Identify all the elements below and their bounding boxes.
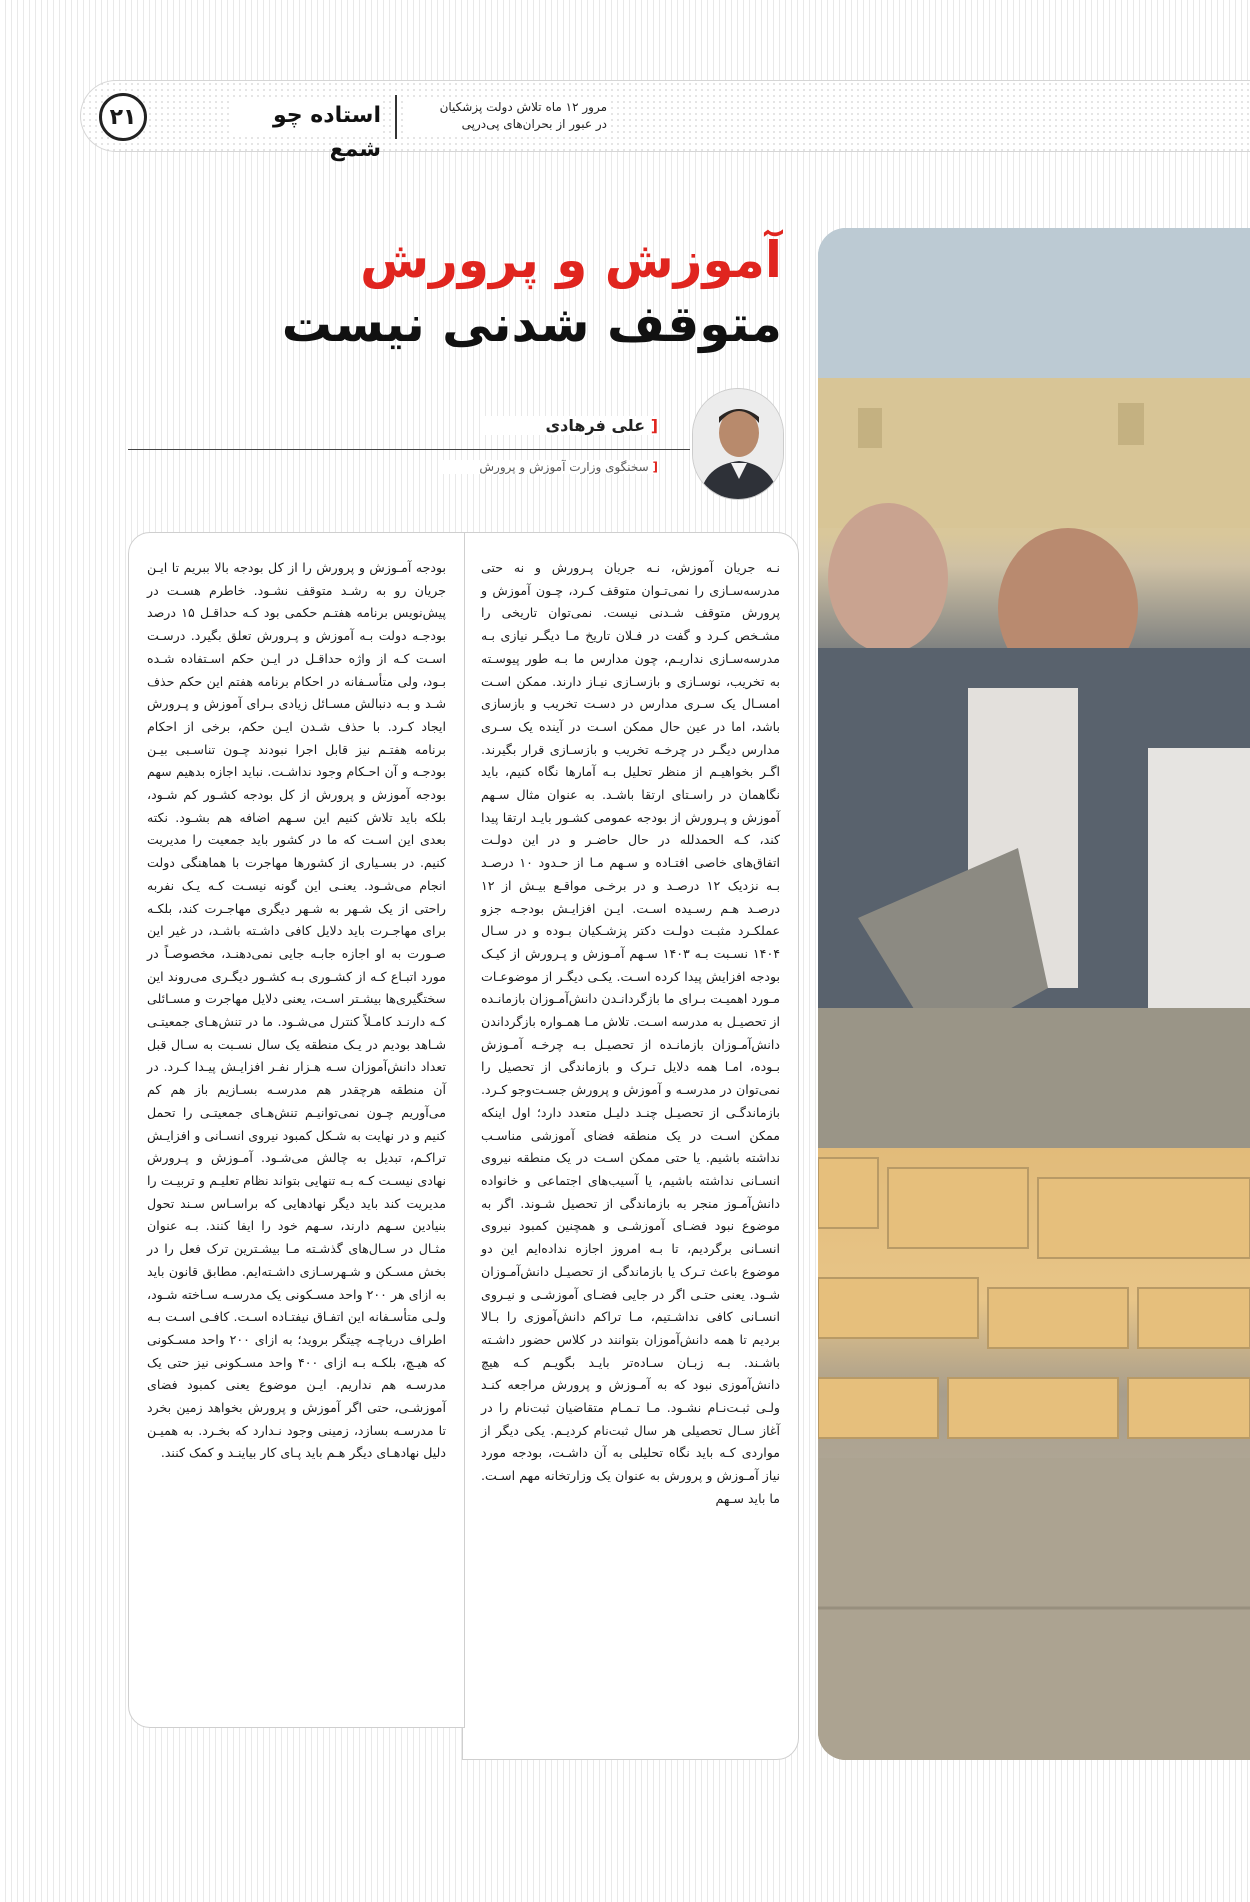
header-subtitle-line1: مرور ۱۲ ماه تلاش دولت پزشکیان: [439, 100, 607, 114]
author-name: علی فرهادی: [545, 416, 646, 435]
bracket-mark: [: [650, 416, 658, 435]
text-column-right: [462, 532, 799, 1760]
article-photo: [818, 228, 1250, 1760]
headline-line2: متوقف شدنی نیست: [281, 295, 782, 353]
author-name-block: [480, 416, 658, 435]
section-title: استاده چو شمع: [231, 99, 381, 133]
author-rule: [128, 449, 690, 450]
page-number: ۲۱: [99, 93, 147, 141]
photo-illustration: [818, 228, 1250, 1760]
header-subtitle: [407, 99, 607, 133]
author-photo: [692, 388, 784, 500]
bracket-mark: [: [652, 460, 658, 474]
author-role: سخنگوی وزارت آموزش و پرورش: [479, 460, 649, 474]
column-right-text: نـه جریان آموزش، نـه جریان پـرورش و نه حتی مدرسه‌سـازی را نمی‌تـوان متوقف کـرد، چـون آموزش و پرورش متوقف شـدنی نیست. نمی‌توان تاریخی را مشـخص کـرد و گفت در فـلان تاریخ مـا دیگـر نیازی بـه مدرسه‌سـازی نداریـم، چون مدارس ما بـه طور پیوسـته به تخریب، نوسـازی و بازسـازی نیـاز دارند. ممکن اسـت امسـال یک سـری مدارس در دسـت تخریب و بازسازی باشد، اما در عین حال ممکن اسـت در آینده یک سـری مدارس دیگـر در چرخـه تخریب و بازسـازی قرار بگیرند. اگـر بخواهیـم از منظر تحلیل بـه آمارها نگاه کنیم، باید نگاهمان در راسـتای ارتقا باشـد. به عنوان مثال سـهم آموزش و پـرورش از بودجه عمومی کشـور بایـد ارتقا پیدا کند، کـه الحمدلله در حال حاضـر و در این دولـت اتفاق‌های خاصی افتـاده و سـهم مـا از حـدود ۱۰ درصـد بـه نزدیک ۱۲ درصـد و در برخـی مواقـع بیـش از ۱۲ درصـد هـم رسـیده اسـت. ایـن افزایـش بودجـه جزو عملکـرد مثبـت دولـت دکتر پزشـکیان بـوده و در سـال ۱۴۰۴ نسـبت بـه ۱۴۰۳ سـهم آمـوزش و پـرورش از کیـک بودجه افزایش پیدا کرده اسـت. یکـی دیگـر از موضوعـات مـورد اهمیـت بـرای ما بازگردانـدن دانش‌آمـوزان بازمانـده از تحصیـل به مدرسه اسـت. تلاش مـا همـواره بازگرداندن دانش‌آمـوزان بازمانـده از تحصیـل بـه چرخـه آمـوزش بـوده، امـا همه دلایل تـرک و بازماندگی از تحصیل را نمی‌توان در مدرسـه و آموزش و پرورش جسـت‌وجو کـرد. بازماندگـی از تحصیـل چنـد دلیـل متعدد دارد؛ اول اینکه ممکن اسـت در یک منطقه فضای آموزشی مناسـب نداشته باشیم. یا حتی ممکن اسـت در یک منطقه نیروی انسـانی نداشته باشیم، یا آسیب‌های اجتماعی و خانواده دانش‌آمـوز منجر به بازماندگی از تحصیل شـوند. اگر به موضوع نبود فضـای آموزشـی و همچنین کمبود نیروی انسـانی برگردیم، تا بـه امروز اجازه نداده‌ایم این دو موضوع باعث تـرک یا بازماندگی از تحصیـل دانش‌آمـوزان شـود. یعنی حتـی اگر در جایی فضـای آموزشـی و نیـروی انسـانی کافی نداشـتیم، مـا تراکم دانش‌آموزی را بـالا بردیم تا همه دانش‌آموزان بتوانند در کلاس حضور داشـته باشـند. بـه زبـان سـاده‌تر بایـد بگویـم کـه هیچ دانش‌آموزی نبود که به آمـوزش و پرورش مراجعه کنـد ولـی ثبـت‌نـام نشـود. مـا تـمـام متقاضیان ثبت‌نام را در آغاز سـال تحصیلی هر سال ثبت‌نام کردیـم. یکی دیگر از مواردی کـه باید نگاه تحلیلی به آن داشـت، بودجه مورد نیاز آمـوزش و پرورش به عنوان یک وزارتخانه مهم اسـت. ما باید سـهم: [481, 560, 781, 1506]
header-subtitle-line2: در عبور از بحران‌های پی‌در‌پی: [461, 117, 607, 131]
column-left-text: بودجه آمـوزش و پرورش را از کل بودجه بالا ببریم تا ایـن جریان رو به رشـد متوقف نشـود. خاطرم هسـت در پیش‌نویس برنامه هفتـم حکمی بود کـه حداقـل ۱۵ درصد بودجـه دولت بـه آموزش و پـرورش تعلق بگیرد. درسـت اسـت کـه از واژه حداقـل در ایـن حکم اسـتفاده شـده بـود، ولی متأسـفانه در احکام برنامه هفتم این حکم حذف شـد و بـه دنبالش مسـائل زیادی بـرای آموزش و پـرورش ایجاد کـرد. با حذف شـدن ایـن حکم، برخی از احکام برنامه هفتـم نیز قابل اجرا نبودند چـون تناسـبی بیـن بودجـه و آن احـکام وجود نداشـت. نباید اجازه بدهیم سهم بودجه آموزش و پرورش از کل بودجه کشـور کم شـود، بلکه باید تلاش کنیم این سـهم اضافه هم بشـود. نکته بعدی این اسـت که ما در کشور باید جمعیت را مدیریت کنیم. در بسـیاری از کشورها مهاجرت با هماهنگی دولت انجام می‌شـود. یعنـی این گونه نیسـت کـه یـک نفربه راحتی از یک شـهر به شـهر دیگری مهاجـرت کند، بلکـه برای مهاجـرت باید دلایل کافی داشـته باشـد، در غیر این صـورت به او اجازه جابـه جایی نمی‌دهنـد، مخصوصـاً در مورد اتبـاع کـه از کشـوری بـه کشـور دیگـری می‌روند این سختگیری‌ها بیشـتر اسـت، یعنی دلایل مهاجرت و مسـائلی کـه دارنـد کامـلاً کنترل می‌شـود. ما در تنش‌هـای جمعیتـی شـاهد بودیم در یـک منطقه یک سال نسـبت به سـال قبل تعداد دانش‌آموزان سـه هـزار نفـر افزایـش پیـدا کـرد. در آن منطقه هرچقدر هم مدرسـه بسـازیم باز هم کم می‌آوریم چـون نمی‌توانیـم تنش‌هـای جمعیتـی را تحمل کنیم و در نهایت به شـکل کمبود نیروی انسـانی و افزایـش تراکـم، تبدیل به چالش می‌شـود. آمـوزش و پـرورش نهادی نیسـت کـه بـه تنهایی بتواند نظام تعلیـم و تربیـت را مدیریت کند باید دیگر نهادهایی که براسـاس سـند تحول بنیادین سـهم دارند، سـهم خود را ایفا کنند. بـه عنوان مثـال در سـال‌های گذشـته مـا بیشـترین ترک فعل را در بخش مسـکن و شـهرسـازی داشـته‌ایم. مطابق قانون باید به ازای هر ۲۰۰ واحد مسـکونی یک مدرسـه سـاخته شـود، ولـی متأسـفانه این اتفـاق نیفتـاده اسـت. کافـی اسـت بـه اطراف دریاچـه چیتگر بروید؛ به ازای ۲۰۰ واحد مسـکونی که هیـچ، بلکـه بـه ازای ۴۰۰ واحد مسـکونی نیز حتی یک مدرسـه هم نداریم. ایـن موضوع یعنی کمبود فضای آموزشـی، حتی اگر آموزش و پرورش بخواهد زمین بخرد تا مدرسـه بسازد، زمینی وجود نـدارد که بخـرد. به همیـن دلیل نهادهـای دیگر هـم باید پـای کار بیاینـد و کمک کنند.: [147, 560, 446, 1461]
author-role-block: [440, 460, 658, 474]
header-divider: [395, 95, 397, 139]
page-header: [80, 80, 1250, 162]
text-column-left: [128, 532, 465, 1728]
headline-line1: آموزش و پرورش: [360, 231, 782, 289]
